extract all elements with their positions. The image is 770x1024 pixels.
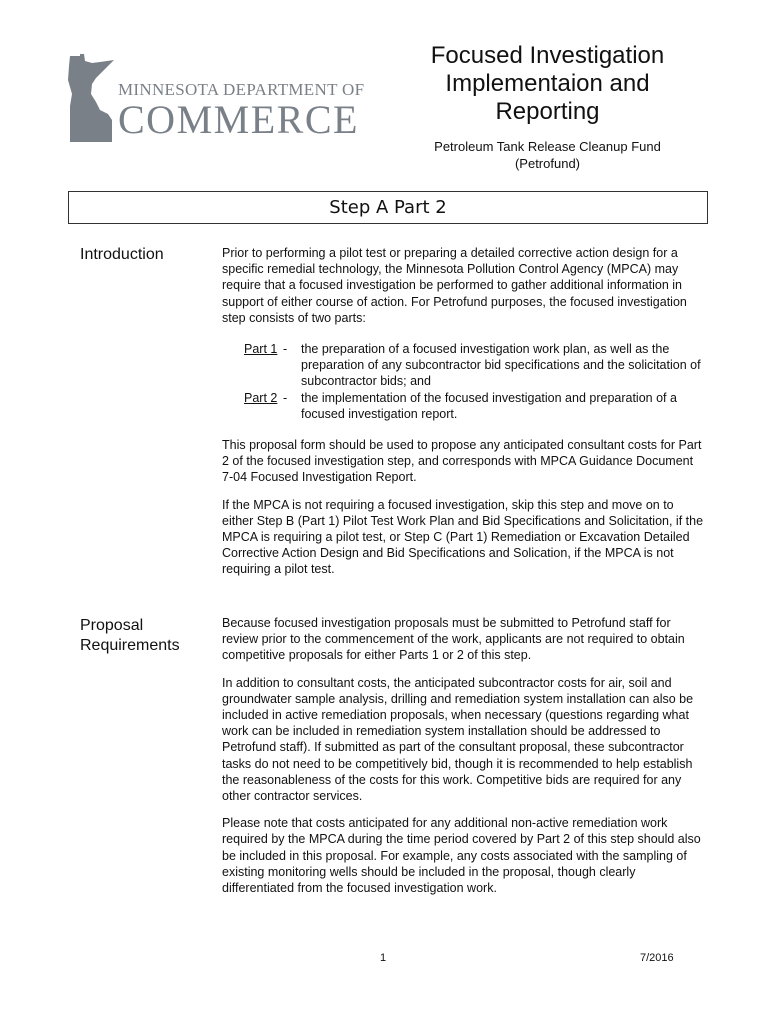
- introduction-body: [222, 245, 707, 337]
- logo-line-1: MINNESOTA DEPARTMENT OF: [118, 80, 365, 99]
- part-text: the implementation of the focused investigation and preparation of a focused investigation report.: [301, 390, 677, 421]
- part-text: the preparation of a focused investigation work plan, as well as the preparation of any subcontractor bid specifications and the solicitation of subcontractor bids; and: [301, 342, 701, 389]
- step-title-box: Step A Part 2: [68, 191, 708, 224]
- part-label: Part 1: [244, 342, 278, 356]
- proposal-heading-line: Requirements: [80, 637, 180, 654]
- subtitle-line: (Petrofund): [514, 156, 581, 171]
- document-subtitle: [395, 138, 700, 172]
- intro-paragraph-2: This proposal form should be used to propose any anticipated consultant costs for Part 2 of the focused investigation step, and corresponds with MPCA Guidance Document 7-04 Focused Investigation Report.: [222, 438, 702, 485]
- title-line: Focused Investigation: [430, 42, 665, 69]
- logo-line-2: COMMERCE: [118, 97, 359, 142]
- subtitle-line: Petroleum Tank Release Cleanup Fund: [434, 139, 661, 154]
- intro-paragraph-1: Prior to performing a pilot test or preparing a detailed corrective action design for a specific remedial technology, the Minnesota Pollution Control Agency (MPCA) may require that a focused investigation be performed to gather additional information in support of either course of action. For Petrofund purposes, the focused investigation step consists of two parts:: [222, 246, 687, 325]
- introduction-heading: Introduction: [80, 246, 164, 263]
- proposal-paragraph-3: Please note that costs anticipated for any additional non-active remediation work required by the MPCA during the time period covered by Part 2 of this step should also be included in this proposal. For example, any costs associated with the sampling of existing monitoring wells should be included in the proposal, though clearly differentiated from the focused investigation work.: [222, 816, 701, 896]
- parts-list: [244, 341, 704, 422]
- commerce-logo: [66, 54, 366, 146]
- title-line: Reporting: [495, 98, 600, 125]
- proposal-heading: [80, 616, 180, 656]
- part-item: Part 2 - the implementation of the focused investigation and preparation of a focused investigation report.: [244, 390, 677, 421]
- minnesota-state-icon: [66, 54, 116, 144]
- page-number: 1: [380, 952, 387, 964]
- part-item: Part 1 - the preparation of a focused investigation work plan, as well as the preparation of any subcontractor bid specifications and the solicitation of subcontractor bids; and: [244, 342, 701, 389]
- proposal-paragraph-1: Because focused investigation proposals must be submitted to Petrofund staff for review prior to the commencement of the work, applicants are not required to obtain competitive proposals for either Parts 1 or 2 of this step.: [222, 616, 685, 663]
- part-label: Part 2: [244, 390, 278, 405]
- introduction-body-cont: [222, 437, 707, 589]
- title-line: Implementaion and: [445, 70, 650, 97]
- proposal-paragraph-2: In addition to consultant costs, the anticipated subcontractor costs for air, soil and groundwater sample analysis, drilling and remediation system installation can also be included in active remediation proposals, when necessary (questions regarding what work can be included in remediation system installation should be addressed to Petrofund staff). If submitted as part of the consultant proposal, these subcontractor tasks do not need to be competitively bid, though it is recommended to help establish the reasonableness of the costs for this work. Competitive bids are required for any other contractor services.: [222, 675, 694, 804]
- footer-date: 7/2016: [640, 952, 674, 964]
- proposal-body: [222, 615, 707, 907]
- document-title: [410, 42, 685, 126]
- intro-paragraph-3: If the MPCA is not requiring a focused investigation, skip this step and move on to either Step B (Part 1) Pilot Test Work Plan and Bid Specifications and Solicitation, if the MPCA is requiring a pilot test, or Step C (Part 1) Remediation or Excavation Detailed Corrective Action Design and Bid Specifications and Solication, if the MPCA is not requiring a pilot test.: [222, 497, 704, 577]
- proposal-heading-line: Proposal: [80, 617, 144, 634]
